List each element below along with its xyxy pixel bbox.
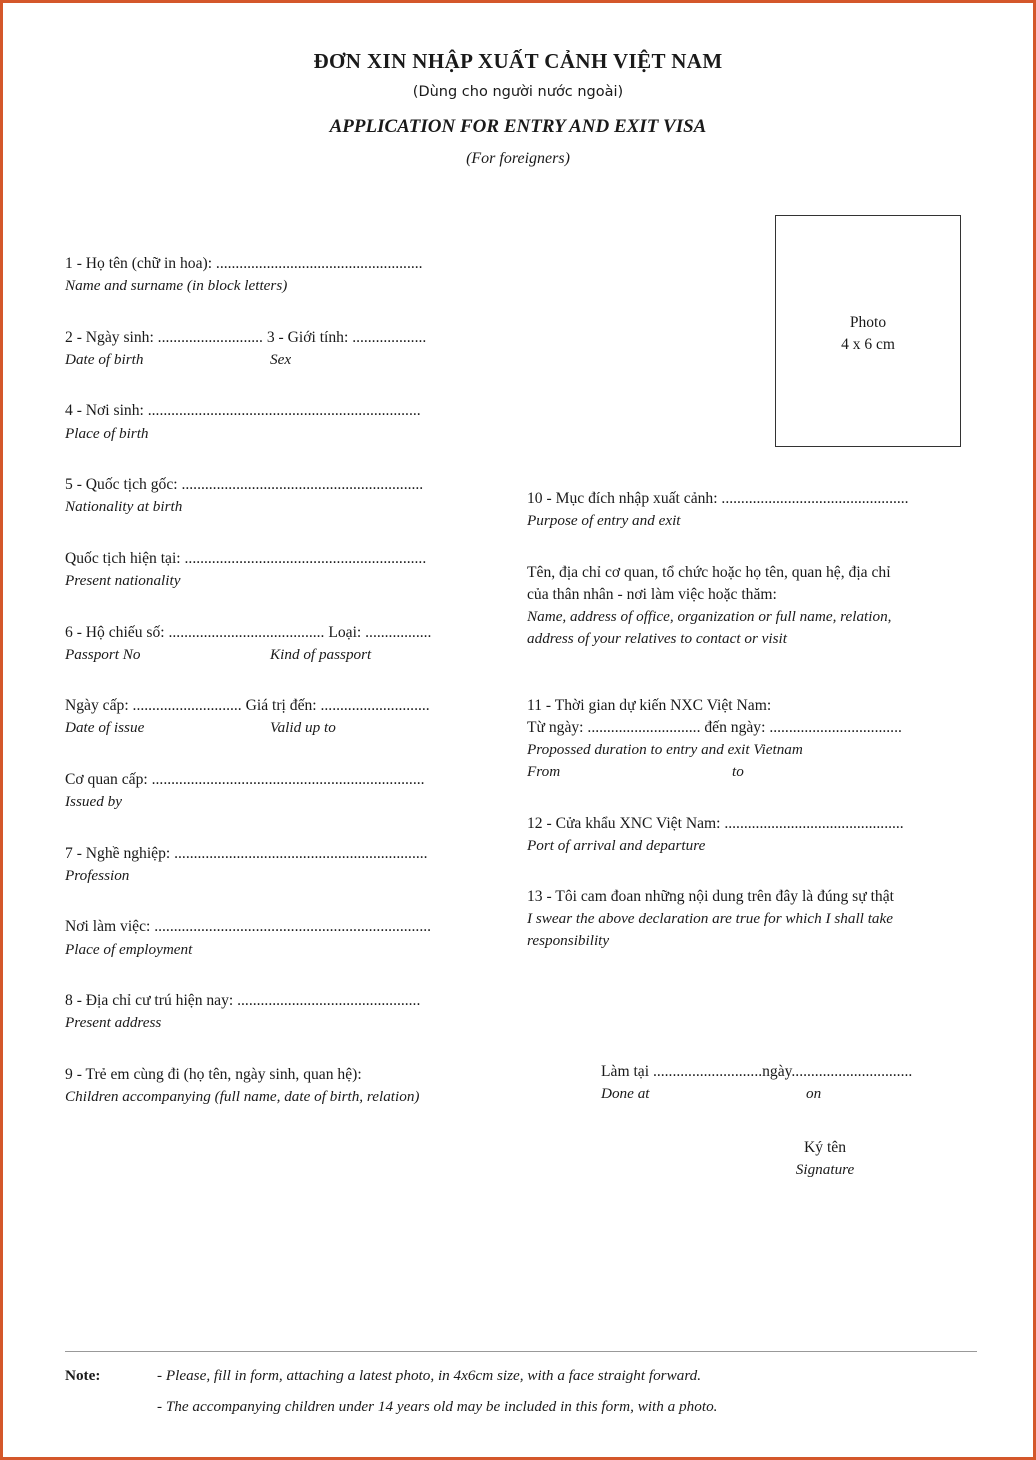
field-purpose-vi: 10 - Mục đích nhập xuất cảnh: ................................................	[527, 490, 909, 507]
signature-label-vi: Ký tên	[803, 1139, 846, 1156]
note-line-2	[65, 1396, 985, 1419]
field-issued-by[interactable]	[65, 769, 495, 813]
field-children-accompanying[interactable]	[65, 1064, 495, 1108]
field-name-en: Name and surname (in block letters)	[65, 277, 288, 295]
page-title-vi: ĐƠN XIN NHẬP XUẤT CẢNH VIỆT NAM	[313, 49, 723, 73]
field-present-nationality[interactable]	[65, 548, 495, 592]
field-children-accompanying-vi: 9 - Trẻ em cùng đi (họ tên, ngày sinh, quan hệ):	[65, 1065, 362, 1083]
right-field-column	[527, 488, 977, 968]
field-purpose-en: Purpose of entry and exit	[527, 512, 681, 530]
note-section	[65, 1365, 985, 1427]
field-place-of-employment-en: Place of employment	[65, 940, 193, 958]
field-nationality-at-birth-vi: 5 - Quốc tịch gốc: ..............................................................	[65, 476, 424, 494]
field-issue-validity-vi: Ngày cấp: ............................ Giá trị đến: ............................	[65, 697, 430, 715]
photo-placeholder-box	[775, 215, 961, 447]
field-present-nationality-en: Present nationality	[65, 572, 181, 590]
field-issued-by-vi: Cơ quan cấp: ......................................................................	[65, 771, 425, 789]
field-contact-vi-line1: Tên, địa chỉ cơ quan, tổ chức hoặc họ tên, quan hệ, địa chỉ	[527, 563, 891, 581]
field-present-address-vi: 8 - Địa chỉ cư trú hiện nay: ...............................................	[65, 992, 421, 1010]
note-line-1	[65, 1365, 985, 1388]
field-duration-vi-line2: Từ ngày: ............................. đến ngày: ..................................	[527, 719, 902, 737]
page-subtitle-vi: (Dùng cho người nước ngoài)	[412, 84, 624, 100]
note-text-2: - The accompanying children under 14 years old may be included in this form, with a photo.	[157, 1397, 718, 1415]
field-contact-vi-line2: của thân nhân - nơi làm việc hoặc thăm:	[527, 585, 777, 603]
left-field-column	[65, 253, 495, 1124]
field-place-of-birth-en: Place of birth	[65, 424, 149, 442]
field-duration[interactable]	[527, 695, 977, 782]
field-dob-en: Date of birth	[65, 350, 144, 368]
field-done-at-label-en: Done at	[601, 1085, 650, 1103]
field-present-nationality-vi: Quốc tịch hiện tại: ..............................................................	[65, 549, 427, 567]
field-dob-sex[interactable]	[65, 327, 495, 371]
field-done-at-vi: Làm tại ............................ngày...............................	[601, 1063, 913, 1080]
field-dob-sex-en	[65, 349, 495, 371]
photo-label: Photo	[849, 314, 887, 331]
field-present-address-en: Present address	[65, 1014, 162, 1032]
field-place-of-employment[interactable]	[65, 916, 495, 960]
signature-block[interactable]	[755, 1137, 895, 1181]
field-duration-vi-line1: 11 - Thời gian dự kiến NXC Việt Nam:	[527, 697, 772, 715]
field-sex-en: Sex	[270, 350, 292, 368]
field-done-on-label-en: on	[806, 1085, 822, 1103]
signature-label-en: Signature	[795, 1161, 855, 1179]
note-label: Note:	[65, 1367, 101, 1384]
field-duration-from-en: From	[527, 763, 561, 781]
note-divider	[65, 1351, 977, 1352]
field-duration-en-line1: Propossed duration to entry and exit Vietnam	[527, 741, 803, 759]
field-issue-validity[interactable]	[65, 695, 495, 739]
field-present-address[interactable]	[65, 990, 495, 1034]
field-contact-organization[interactable]	[527, 562, 977, 649]
field-port-vi: 12 - Cửa khẩu XNC Việt Nam: ..............................................	[527, 814, 904, 832]
field-passport-no[interactable]	[65, 622, 495, 666]
page-title-en: APPLICATION FOR ENTRY AND EXIT VISA	[329, 116, 707, 137]
form-header	[3, 3, 1033, 168]
page-subtitle-en: (For foreigners)	[466, 150, 570, 167]
field-passport-no-vi: 6 - Hộ chiếu số: ........................................ Loại: .................	[65, 623, 432, 641]
field-valid-up-to-en: Valid up to	[270, 719, 336, 737]
field-done-at-en	[601, 1083, 1001, 1105]
field-contact-en-line1: Name, address of office, organization or full name, relation,	[527, 608, 892, 625]
field-profession[interactable]	[65, 843, 495, 887]
field-nationality-at-birth[interactable]	[65, 474, 495, 518]
field-declaration-en-line1: I swear the above declaration are true for which I shall take	[527, 910, 893, 928]
field-issue-validity-en	[65, 717, 495, 739]
field-nationality-at-birth-en: Nationality at birth	[65, 498, 183, 516]
field-declaration-en-line2: responsibility	[527, 932, 610, 950]
field-declaration-vi: 13 - Tôi cam đoan những nội dung trên đây là đúng sự thật	[527, 888, 894, 906]
field-name[interactable]	[65, 253, 495, 297]
field-contact-en-line2: address of your relatives to contact or visit	[527, 629, 787, 647]
field-passport-no-label-en: Passport No	[65, 645, 141, 663]
field-children-accompanying-en: Children accompanying (full name, date of birth, relation)	[65, 1088, 420, 1106]
field-port-en: Port of arrival and departure	[527, 836, 706, 854]
field-place-of-employment-vi: Nơi làm việc: .......................................................................	[65, 918, 432, 936]
field-place-of-birth[interactable]	[65, 400, 495, 444]
field-place-of-birth-vi: 4 - Nơi sinh: ......................................................................	[65, 402, 421, 420]
field-duration-en-line2	[527, 761, 977, 783]
field-port[interactable]	[527, 813, 977, 857]
field-declaration	[527, 886, 977, 951]
field-kind-of-passport-en: Kind of passport	[270, 645, 372, 663]
field-date-of-issue-en: Date of issue	[65, 719, 145, 737]
field-profession-en: Profession	[65, 866, 130, 884]
field-dob-sex-vi: 2 - Ngày sinh: ........................... 3 - Giới tính: ...................	[65, 328, 427, 346]
field-passport-no-en	[65, 644, 495, 666]
field-issued-by-en: Issued by	[65, 793, 122, 811]
field-name-vi: 1 - Họ tên (chữ in hoa): .....................................................	[65, 255, 423, 272]
photo-size-label: 4 x 6 cm	[841, 336, 895, 354]
field-duration-to-en: to	[732, 763, 744, 781]
field-profession-vi: 7 - Nghề nghiệp: .................................................................	[65, 844, 428, 862]
field-done-at[interactable]	[601, 1061, 1001, 1105]
note-text-1: - Please, fill in form, attaching a latest photo, in 4x6cm size, with a face straight forward.	[157, 1367, 702, 1384]
document-body	[3, 3, 1033, 1457]
field-purpose[interactable]	[527, 488, 977, 532]
